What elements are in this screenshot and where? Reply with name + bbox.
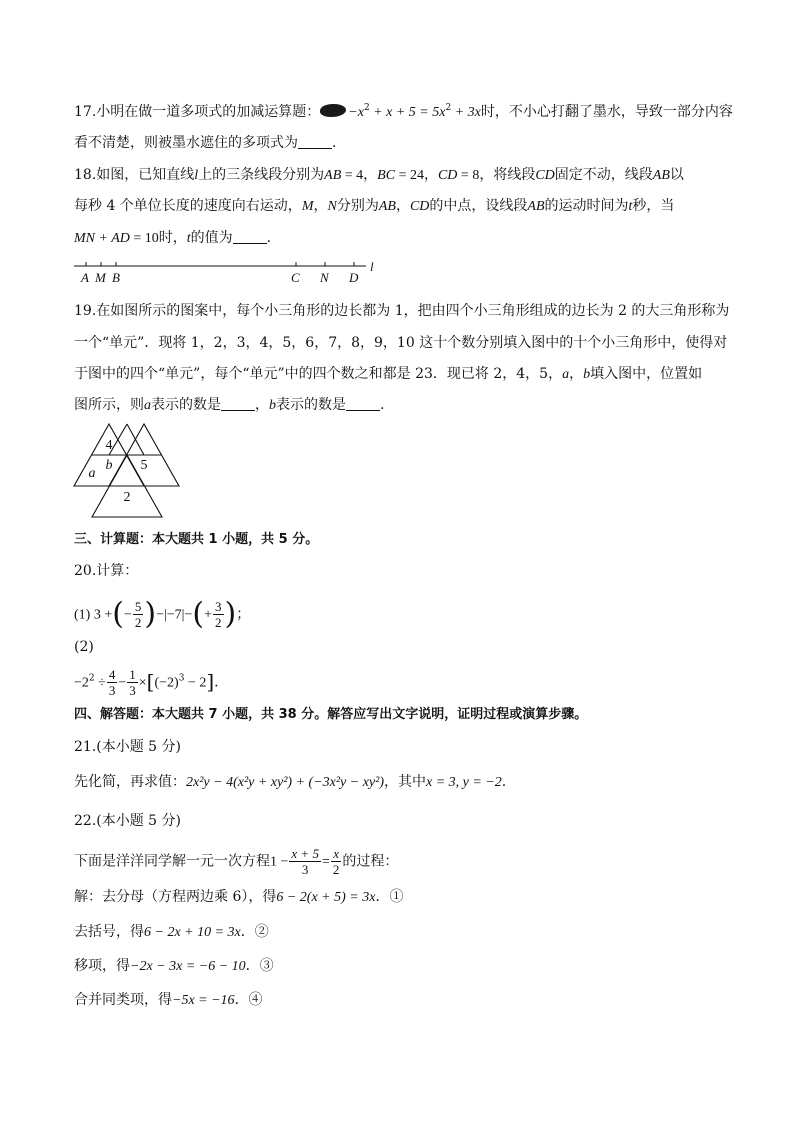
q20-math: × [138, 675, 147, 691]
q18-text: 的运动时间为 [544, 198, 629, 214]
q22-step-2 [74, 922, 269, 943]
step-mark: ．① [375, 889, 404, 905]
label-n: N [320, 270, 329, 285]
q17-text: 时，不小心打翻了墨水，导致一部分内容 [480, 104, 733, 120]
q18-math: t [186, 231, 191, 246]
q19-line-3 [74, 364, 702, 385]
q18-math: CD [437, 168, 458, 183]
q18-text: 每秒 4 个单位长度的速度向右运动， [74, 198, 302, 214]
q20-title: 20.计算： [74, 563, 139, 579]
paren-open: ( [112, 596, 124, 632]
q17-text: 看不清楚，则被墨水遮住的多项式为 [74, 135, 298, 151]
q20-math: (−2) [154, 675, 179, 691]
exponent: 3 [178, 673, 185, 684]
q18-text: ， [395, 198, 410, 214]
fraction [127, 667, 138, 698]
q20-math: ÷ [94, 675, 106, 691]
label-b: B [112, 270, 120, 285]
step-math: 6 − 2x + 10 = 3x [144, 925, 241, 940]
step-mark: ．④ [234, 992, 263, 1008]
answer-blank [346, 396, 380, 411]
q19-text: ， [255, 397, 269, 413]
answer-blank [221, 396, 255, 411]
q17-math: −x [348, 105, 364, 120]
q20-math: − [123, 607, 132, 623]
step-text: 解：去分母（方程两边乘 6），得 [74, 889, 277, 905]
step-text: 去括号，得 [74, 924, 144, 940]
denominator: 2 [215, 615, 222, 630]
numerator: 4 [108, 667, 116, 682]
numerator: 3 [215, 599, 222, 614]
fraction [289, 846, 321, 877]
step-text: 移项，得 [74, 958, 130, 974]
fraction [107, 667, 118, 698]
fraction [133, 599, 144, 630]
q18-math: = 24 [395, 168, 424, 183]
q21-title: 21.(本小题 5 分) [74, 739, 181, 755]
q18-text: ， [363, 167, 378, 183]
q19-line-4 [74, 395, 384, 416]
q19-text: ， [569, 366, 584, 382]
q17-line-2 [74, 133, 336, 153]
q22-step-1 [74, 887, 403, 908]
label-l: l [370, 259, 374, 274]
q22-intro [74, 846, 398, 877]
q18-text: 时， [158, 230, 187, 246]
q18-line-figure [70, 256, 390, 286]
bracket-close: ] [206, 669, 215, 694]
q22-math: = [321, 854, 330, 870]
q18-text: . [266, 230, 272, 246]
numerator: x [331, 846, 342, 862]
q19-math: a [144, 398, 151, 413]
q18-math: = 8 [457, 168, 480, 183]
q18-text: 18.如图，已知直线 [74, 167, 195, 183]
numerator: 1 [129, 667, 136, 682]
answer-blank [233, 229, 267, 244]
q19-math: a [562, 367, 570, 382]
exponent: 2 [363, 103, 370, 113]
q18-math: BC [377, 168, 396, 183]
q18-math: M [301, 199, 314, 214]
q18-math: = 10 [129, 231, 159, 246]
step-mark: ．② [240, 924, 269, 940]
q17-line-1 [74, 102, 733, 123]
q18-text: 固定不动，线段 [554, 167, 653, 183]
q22-text: 的过程： [342, 853, 399, 870]
q19-text: . [380, 397, 385, 413]
q18-text: 的中点，设线段 [429, 198, 528, 214]
denominator: 2 [332, 862, 340, 877]
step-text: 合并同类项，得 [74, 992, 172, 1008]
q18-text: 分别为 [336, 198, 379, 214]
section-4-heading: 四、解答题：本大题共 7 小题，共 38 分。解答应写出文字说明，证明过程或演算步骤。 [74, 707, 588, 722]
q19-text: 图所示，则 [74, 397, 144, 413]
q20-part-2-label: (2) [74, 639, 94, 655]
q19-text: 表示的数是 [151, 397, 221, 413]
q21-body [74, 772, 506, 793]
q22-title: 22.(本小题 5 分) [74, 813, 181, 829]
answer-blank [298, 134, 332, 149]
q22-text: 下面是洋洋同学解一元一次方程 [74, 853, 270, 870]
cell-5: 5 [140, 458, 148, 473]
q18-text: 的值为 [190, 230, 233, 246]
q20-part-2 [74, 667, 219, 698]
q18-math: N [327, 199, 337, 214]
step-math: 6 − 2(x + 5) = 3x [276, 890, 376, 905]
numerator: 5 [134, 599, 142, 614]
q22-step-3 [74, 956, 274, 977]
cell-2: 2 [123, 490, 131, 505]
denominator: 3 [301, 862, 309, 877]
q18-line-2 [74, 196, 674, 217]
q18-text: ，将线段 [479, 167, 536, 183]
q20-math: −|−7|− [156, 607, 193, 623]
q18-text: ， [313, 198, 328, 214]
fraction [213, 599, 224, 630]
exponent: 2 [88, 673, 95, 684]
q20-math: − 2 [184, 675, 207, 691]
numerator: x + 5 [291, 846, 319, 861]
label-a: A [81, 270, 89, 285]
label-c: C [291, 270, 300, 285]
q20-math: + [204, 607, 212, 623]
q18-math: AB [378, 199, 396, 214]
q19-math: b [269, 398, 276, 413]
ink-blot-icon [320, 104, 346, 117]
q18-math: l [194, 168, 199, 183]
step-math: −5x = −16 [172, 993, 235, 1008]
q21-text: . [501, 774, 507, 790]
q17-math: + x + 5 = 5x [369, 105, 446, 120]
step-mark: ．③ [245, 958, 274, 974]
label-m: M [95, 270, 106, 285]
cell-a: a [88, 466, 96, 481]
paren-close: ) [144, 596, 157, 632]
q19-text: 填入图中，位置如 [590, 366, 703, 382]
q22-math: 1 − [270, 854, 289, 870]
q18-math: MN + AD [74, 231, 130, 246]
exponent: 2 [445, 103, 452, 113]
q21-text: 先化简，再求值： [74, 774, 186, 790]
q18-text: 上的三条线段分别为 [198, 167, 325, 183]
q17-text: . [332, 135, 337, 151]
section-3-heading: 三、计算题：本大题共 1 小题，共 5 分。 [74, 532, 319, 547]
q19-line-2: 一个“单元”．现将 1，2，3，4，5，6，7，8，9，10 这十个数分别填入图中的十个小三角形中，使得对 [74, 335, 728, 351]
label-d: D [349, 270, 359, 285]
cell-b: b [105, 458, 113, 473]
q21-expression: 2x²y − 4(x²y + xy²) + (−3x²y − xy²) [186, 775, 385, 790]
q20-part-1 [74, 596, 251, 632]
denominator: 3 [108, 683, 116, 698]
q19-math: b [583, 367, 591, 382]
q18-math: CD [409, 199, 430, 214]
q18-math: CD [535, 168, 555, 183]
q17-text: 17.小明在做一道多项式的加减运算题： [74, 104, 321, 120]
q19-text: 于图中的四个“单元”，每个“单元”中的四个数之和都是 23．现已将 2，4，5， [74, 366, 563, 382]
q21-text: ，其中 [384, 774, 427, 790]
q18-math: AB [324, 168, 342, 183]
q18-math: AB [652, 168, 670, 183]
q20-text: ； [236, 606, 251, 623]
q18-line-1 [74, 165, 684, 186]
part-label: (1) [74, 607, 91, 623]
q21-condition: x = 3, y = −2 [426, 775, 502, 790]
q19-triangle-figure [72, 422, 186, 518]
bracket-open: [ [146, 669, 155, 694]
fraction [331, 846, 342, 877]
q20-math: −2 [74, 675, 89, 691]
denominator: 2 [134, 615, 142, 630]
q19-line-1: 19.在如图所示的图案中，每个小三角形的边长都为 1，把由四个小三角形组成的边长为 2 的大三角形称为 [74, 303, 730, 319]
q18-text: 秒，当 [632, 198, 675, 214]
q18-text: 以 [669, 167, 684, 183]
paren-open: ( [192, 596, 205, 632]
q18-line-3 [74, 228, 271, 249]
q18-math: = 4 [341, 168, 364, 183]
q22-step-4 [74, 990, 263, 1011]
q18-math: AB [527, 199, 545, 214]
q18-math: t [628, 199, 633, 214]
step-math: −2x − 3x = −6 − 10 [130, 959, 246, 974]
q20-math: 3 + [90, 607, 113, 623]
q18-text: ， [423, 167, 438, 183]
q17-math: + 3x [451, 105, 481, 120]
q19-text: 表示的数是 [276, 397, 346, 413]
paren-close: ) [224, 596, 237, 632]
q20-text: . [214, 674, 219, 691]
q20-math: − [118, 675, 127, 691]
denominator: 3 [129, 683, 136, 698]
cell-4: 4 [105, 438, 113, 453]
